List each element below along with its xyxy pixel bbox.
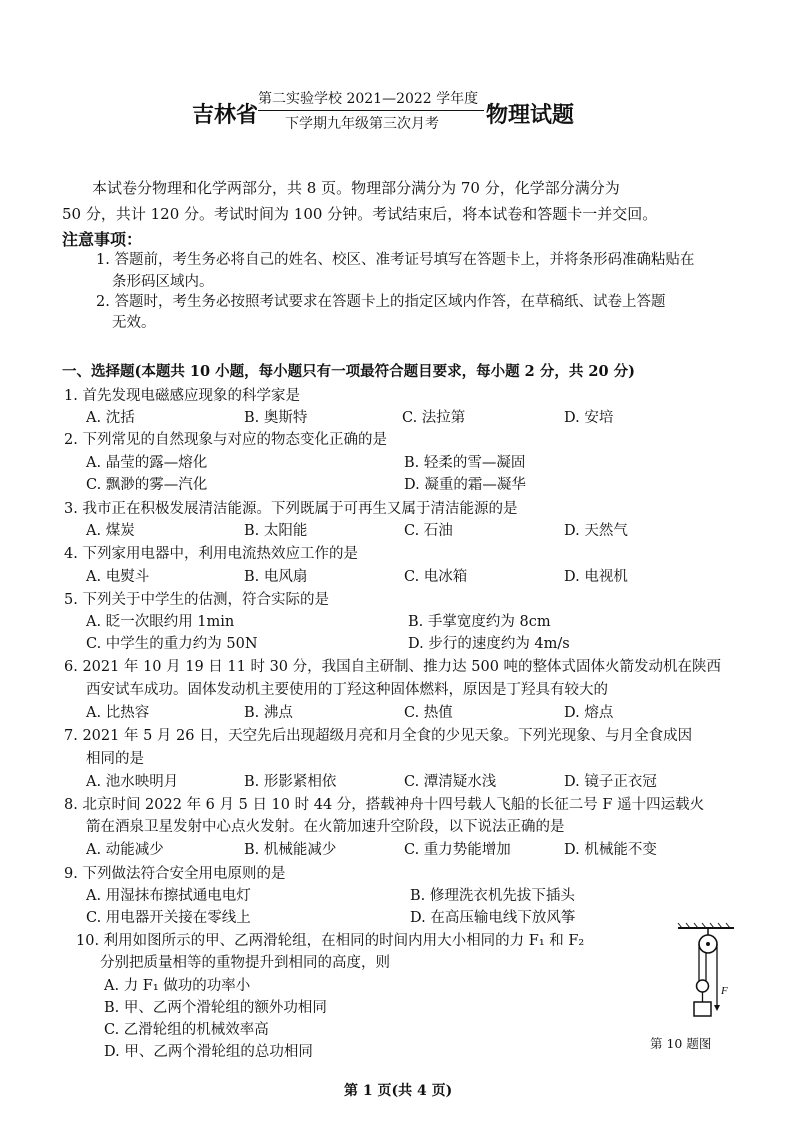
question-6-option-a: A. 比热容 xyxy=(86,705,150,721)
page-number: 第 1 页(共 4 页) xyxy=(344,1083,453,1099)
notice-1-line-1: 1. 答题前，考生务必将自己的姓名、校区、准考证号填写在答题卡上，并将条形码准确粘贴在 xyxy=(96,252,695,268)
question-1-option-b: B. 奥斯特 xyxy=(244,410,308,426)
pulley-figure xyxy=(676,922,746,1022)
question-7-stem-line-2: 相同的是 xyxy=(86,751,144,767)
question-5-option-b: B. 手掌宽度约为 8cm xyxy=(408,614,551,630)
question-5-option-c: C. 中学生的重力约为 50N xyxy=(86,636,258,652)
question-8-option-c: C. 重力势能增加 xyxy=(404,842,511,858)
question-9-stem: 9. 下列做法符合安全用电原则的是 xyxy=(64,866,286,882)
question-8-stem-line-1: 8. 北京时间 2022 年 6 月 5 日 10 时 44 分，搭载神舟十四号载人飞船的长征二号 F 遥十四运载火 xyxy=(64,797,705,813)
question-9-option-b: B. 修理洗衣机先拔下插头 xyxy=(410,888,575,904)
question-10-option-a: A. 力 F₁ 做功的功率小 xyxy=(104,978,251,994)
question-7-option-c: C. 潭清疑水浅 xyxy=(404,774,497,790)
figure-caption: 第 10 题图 xyxy=(650,1036,712,1051)
title-prefix: 吉林省 xyxy=(192,102,259,128)
question-6-option-b: B. 沸点 xyxy=(244,705,293,721)
force-arrow-head xyxy=(714,1005,720,1011)
notice-1-line-2: 条形码区域内。 xyxy=(112,274,214,290)
fixed-pulley-axle xyxy=(706,942,710,946)
question-6-stem-line-2: 西安试车成功。固体发动机主要使用的丁羟这种固体燃料，原因是丁羟具有较大的 xyxy=(86,682,608,698)
question-10-option-b: B. 甲、乙两个滑轮组的额外功相同 xyxy=(104,1000,327,1016)
question-5-stem: 5. 下列关于中学生的估测，符合实际的是 xyxy=(64,592,329,608)
question-3-option-c: C. 石油 xyxy=(404,523,453,539)
question-1-option-d: D. 安培 xyxy=(564,410,614,426)
question-1-option-c: C. 法拉第 xyxy=(402,410,466,426)
question-4-option-d: D. 电视机 xyxy=(564,569,628,585)
question-4-option-b: B. 电风扇 xyxy=(244,569,308,585)
question-4-option-c: C. 电冰箱 xyxy=(404,569,468,585)
intro-line-1: 本试卷分物理和化学两部分，共 8 页。物理部分满分为 70 分，化学部分满分为 xyxy=(92,179,620,197)
question-10-stem-line-1: 10. 利用如图所示的甲、乙两滑轮组，在相同的时间内用大小相同的力 F₁ 和 F₂ xyxy=(76,933,585,949)
question-2-option-a: A. 晶莹的露—熔化 xyxy=(86,455,208,471)
question-7-option-b: B. 形影紧相依 xyxy=(244,774,337,790)
movable-pulley xyxy=(697,980,709,992)
question-10-option-c: C. 乙滑轮组的机械效率高 xyxy=(104,1022,269,1038)
title-divider xyxy=(258,110,484,111)
question-8-option-b: B. 机械能减少 xyxy=(244,842,337,858)
question-1-option-a: A. 沈括 xyxy=(86,410,135,426)
question-7-option-a: A. 池水映明月 xyxy=(86,774,179,790)
question-6-option-c: C. 热值 xyxy=(404,705,453,721)
question-4-stem: 4. 下列家用电器中，利用电流热效应工作的是 xyxy=(64,546,358,562)
question-2-option-b: B. 轻柔的雪—凝固 xyxy=(404,455,526,471)
question-9-option-a: A. 用湿抹布擦拭通电电灯 xyxy=(86,888,251,904)
question-6-option-d: D. 熔点 xyxy=(564,705,614,721)
question-4-option-a: A. 电熨斗 xyxy=(86,569,150,585)
question-2-stem: 2. 下列常见的自然现象与对应的物态变化正确的是 xyxy=(64,432,387,448)
intro-line-2: 50 分，共计 120 分。考试时间为 100 分钟。考试结束后，将本试卷和答题卡一并交回。 xyxy=(62,205,658,223)
question-8-stem-line-2: 箭在酒泉卫星发射中心点火发射。在火箭加速升空阶段，以下说法正确的是 xyxy=(86,819,565,835)
question-7-stem-line-1: 7. 2021 年 5 月 26 日，天空先后出现超级月亮和月全食的少见天象。下列光现象、与月全食成因 xyxy=(64,728,693,744)
question-7-option-d: D. 镜子正衣冠 xyxy=(564,774,657,790)
question-2-option-c: C. 飘渺的雾—汽化 xyxy=(86,477,208,493)
force-label: F xyxy=(721,985,728,997)
question-3-stem: 3. 我市正在积极发展清洁能源。下列既属于可再生又属于清洁能源的是 xyxy=(64,501,518,517)
question-1-stem: 1. 首先发现电磁感应现象的科学家是 xyxy=(64,388,300,404)
notice-2-line-1: 2. 答题时，考生务必按照考试要求在答题卡上的指定区域内作答，在草稿纸、试卷上答题 xyxy=(96,294,666,310)
question-2-option-d: D. 凝重的霜—凝华 xyxy=(404,477,526,493)
question-8-option-a: A. 动能减少 xyxy=(86,842,164,858)
question-6-stem-line-1: 6. 2021 年 10 月 19 日 11 时 30 分，我国自主研制、推力达 500 吨的整体式固体火箭发动机在陕西 xyxy=(64,659,722,675)
question-5-option-d: D. 步行的速度约为 4m/s xyxy=(408,636,570,652)
question-9-option-d: D. 在高压输电线下放风筝 xyxy=(410,910,576,926)
question-9-option-c: C. 用电器开关接在零线上 xyxy=(86,910,251,926)
question-5-option-a: A. 眨一次眼约用 1min xyxy=(86,614,235,630)
weight-block xyxy=(694,1002,711,1016)
section-heading: 一、选择题(本题共 10 小题，每小题只有一项最符合题目要求，每小题 2 分，共 20 分) xyxy=(62,363,635,380)
title-term: 下学期九年级第三次月考 xyxy=(285,116,439,132)
title-suffix: 物理试题 xyxy=(486,102,575,128)
title-school: 第二实验学校 2021—2022 学年度 xyxy=(258,91,479,107)
question-3-option-a: A. 煤炭 xyxy=(86,523,135,539)
question-8-option-d: D. 机械能不变 xyxy=(564,842,657,858)
question-3-option-b: B. 太阳能 xyxy=(244,523,308,539)
notice-2-line-2: 无效。 xyxy=(112,315,156,331)
question-10-stem-line-2: 分别把质量相等的重物提升到相同的高度，则 xyxy=(100,955,390,971)
notice-title: 注意事项： xyxy=(62,230,143,249)
question-3-option-d: D. 天然气 xyxy=(564,523,628,539)
question-10-option-d: D. 甲、乙两个滑轮组的总功相同 xyxy=(104,1044,313,1060)
